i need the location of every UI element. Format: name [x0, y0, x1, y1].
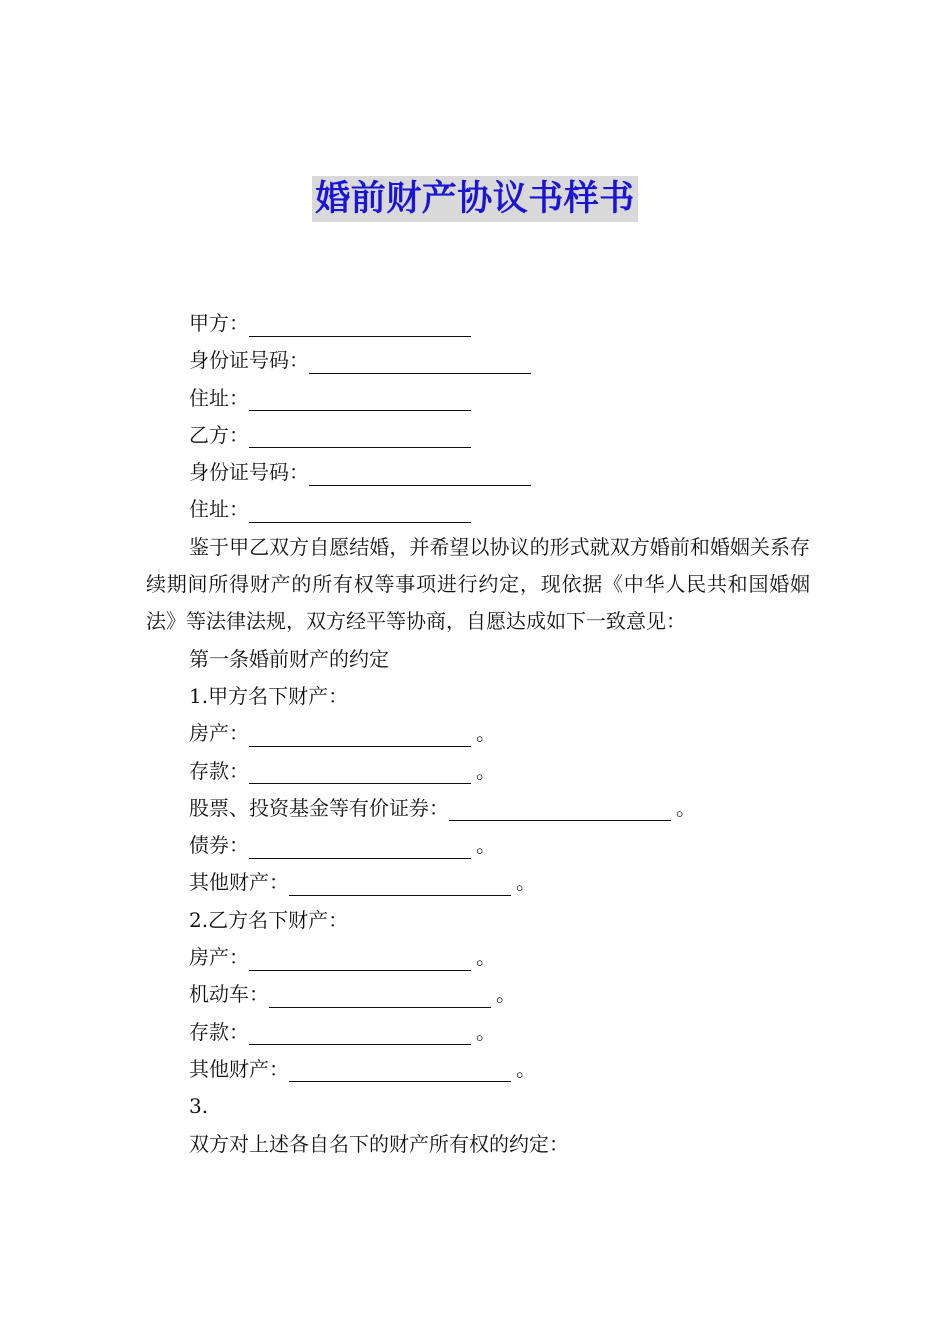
fill-in-blank	[249, 1021, 471, 1045]
document-title: 婚前财产协议书样书	[312, 176, 638, 222]
fill-in-blank	[249, 499, 471, 523]
fill-in-blank	[309, 462, 531, 486]
field-label: 身份证号码：	[189, 460, 309, 485]
item-3-number: 3.	[189, 1094, 209, 1119]
asset-line	[146, 1051, 810, 1088]
asset-label: 房产：	[189, 721, 249, 746]
asset-label: 其他财产：	[189, 1056, 289, 1081]
period-mark: 。	[476, 758, 496, 783]
party-b-assets-heading: 2.乙方名下财产：	[189, 907, 349, 932]
period-mark: 。	[476, 1019, 496, 1044]
asset-line	[146, 939, 810, 976]
fill-in-blank	[449, 797, 671, 821]
article-1-title: 第一条婚前财产的约定	[189, 646, 389, 671]
field-line-address-b	[146, 491, 810, 528]
asset-line	[146, 715, 810, 752]
field-line-party-a	[146, 305, 810, 342]
period-mark: 。	[516, 1056, 536, 1081]
field-line-id-b	[146, 454, 810, 491]
period-mark: 。	[476, 721, 496, 746]
asset-label: 房产：	[189, 945, 249, 970]
field-line-party-b	[146, 417, 810, 454]
field-label: 身份证号码：	[189, 348, 309, 373]
title-container	[0, 176, 950, 222]
asset-line	[146, 827, 810, 864]
fill-in-blank	[249, 760, 471, 784]
field-label: 住址：	[189, 385, 249, 410]
period-mark: 。	[496, 982, 516, 1007]
asset-line	[146, 753, 810, 790]
asset-line	[146, 1014, 810, 1051]
field-label: 甲方：	[189, 311, 249, 335]
field-label: 住址：	[189, 497, 249, 522]
asset-label: 股票、投资基金等有价证券：	[189, 795, 449, 820]
fill-in-blank	[309, 350, 531, 374]
period-mark: 。	[476, 833, 496, 858]
asset-label: 存款：	[189, 758, 249, 783]
asset-label: 债券：	[189, 833, 249, 858]
fill-in-blank	[249, 424, 471, 448]
asset-label: 其他财产：	[189, 870, 289, 895]
fill-in-blank	[249, 835, 471, 859]
period-mark: 。	[676, 795, 696, 820]
asset-line	[146, 864, 810, 901]
fill-in-blank	[249, 723, 471, 747]
fill-in-blank	[289, 1058, 511, 1082]
asset-label: 机动车：	[189, 982, 269, 1007]
intro-paragraph: 鉴于甲乙双方自愿结婚，并希望以协议的形式就双方婚前和婚姻关系存续期间所得财产的所有权等事项进行约定，现依据《中华人民共和国婚姻法》等法律法规，双方经平等协商，自愿达成如下一致意见：	[146, 534, 810, 634]
field-line-address-a	[146, 380, 810, 417]
fill-in-blank	[249, 313, 471, 337]
fill-in-blank	[289, 872, 511, 896]
item-3-text: 双方对上述各自名下的财产所有权的约定：	[189, 1131, 569, 1156]
field-line-id-a	[146, 342, 810, 379]
document-body	[146, 305, 810, 1163]
period-mark: 。	[476, 945, 496, 970]
asset-line	[146, 976, 810, 1013]
fill-in-blank	[249, 947, 471, 971]
asset-label: 存款：	[189, 1019, 249, 1044]
field-label: 乙方：	[189, 422, 249, 447]
fill-in-blank	[249, 387, 471, 411]
period-mark: 。	[516, 870, 536, 895]
fill-in-blank	[269, 984, 491, 1008]
party-a-assets-heading: 1.甲方名下财产：	[189, 683, 349, 708]
asset-line	[146, 790, 810, 827]
